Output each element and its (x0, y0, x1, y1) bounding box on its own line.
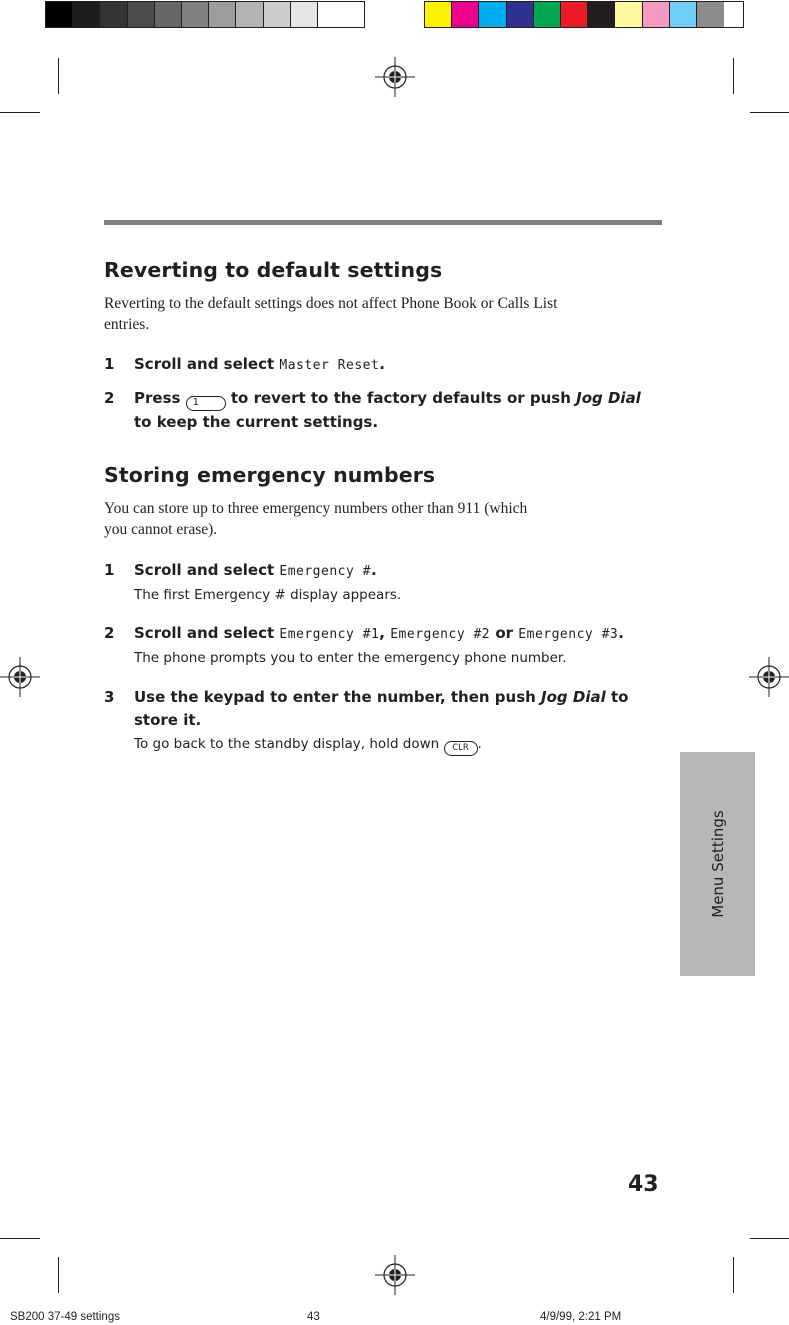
color-swatch (182, 2, 209, 27)
color-swatch (643, 2, 670, 27)
step-number: 1 (104, 355, 115, 373)
color-swatch (128, 2, 155, 27)
crop-mark (750, 112, 789, 113)
step-text: Scroll and select Emergency #1, Emergency #2 or Emergency #3. The phone prompts you to enter the emergency phone number. (134, 624, 624, 666)
crop-mark (0, 1238, 40, 1239)
lcd-text-master-reset: Master Reset (279, 358, 380, 373)
footer-date: 4/9/99, 2:21 PM (540, 1311, 622, 1323)
registration-mark-icon (749, 657, 789, 697)
step-note: The phone prompts you to enter the emergency phone number. (134, 650, 567, 666)
color-swatch (697, 2, 724, 27)
color-swatch (209, 2, 236, 27)
color-swatch (479, 2, 506, 27)
step-3-keypad (104, 686, 664, 756)
jog-dial-label: Jog Dial (541, 688, 606, 706)
crop-mark (0, 112, 40, 113)
registration-mark-icon (375, 1255, 415, 1295)
intro-line: You can store up to three emergency numbers other than 911 (which (104, 500, 528, 517)
lcd-text-emergency-2: Emergency #2 (390, 627, 491, 642)
section-intro-emergency (104, 498, 664, 540)
section-title-reverting: Reverting to default settings (104, 258, 443, 282)
color-swatch (46, 2, 73, 27)
crop-mark (733, 1257, 734, 1293)
lcd-text-emergency-3: Emergency #3 (518, 627, 619, 642)
crop-mark (733, 58, 734, 94)
color-swatch (561, 2, 588, 27)
color-swatch (291, 2, 318, 27)
color-swatch (236, 2, 263, 27)
key-1-icon: 1 (186, 396, 226, 411)
step-2-emergency-select (104, 622, 664, 670)
color-swatch (534, 2, 561, 27)
footer-filename: SB200 37-49 settings (10, 1311, 120, 1323)
intro-line: Reverting to the default settings does not affect Phone Book or Calls List (104, 295, 558, 312)
step-2-revert (104, 387, 664, 435)
page-number: 43 (628, 1172, 659, 1197)
process-color-bar (424, 1, 744, 28)
intro-line: you cannot erase). (104, 521, 218, 538)
crop-mark (58, 1257, 59, 1293)
color-swatch (155, 2, 182, 27)
step-number: 2 (104, 389, 115, 407)
crop-mark (58, 58, 59, 94)
jog-dial-label: Jog Dial (576, 389, 641, 407)
color-swatch (507, 2, 534, 27)
step-number: 3 (104, 688, 115, 706)
clr-key-icon: CLR (444, 741, 478, 756)
side-tab (680, 752, 755, 976)
color-swatch (425, 2, 452, 27)
step-note: The first Emergency # display appears. (134, 587, 402, 603)
color-swatch (588, 2, 615, 27)
step-note: To go back to the standby display, hold down CLR . (134, 736, 482, 752)
color-swatch (73, 2, 100, 27)
registration-mark-icon (0, 657, 40, 697)
intro-line: entries. (104, 316, 150, 333)
section-title-emergency: Storing emergency numbers (104, 463, 436, 487)
grayscale-bar (45, 1, 365, 28)
color-swatch (264, 2, 291, 27)
color-swatch (670, 2, 697, 27)
step-1-master-reset (104, 353, 664, 379)
step-number: 2 (104, 624, 115, 642)
header-rule (104, 220, 662, 225)
step-number: 1 (104, 561, 115, 579)
color-swatch (452, 2, 479, 27)
step-text: Scroll and select Master Reset. (134, 355, 385, 373)
crop-mark (750, 1238, 789, 1239)
lcd-text-emergency-1: Emergency #1 (279, 627, 380, 642)
side-tab-label: Menu Settings (708, 810, 727, 918)
lcd-text-emergency: Emergency # (279, 564, 371, 579)
registration-mark-icon (375, 57, 415, 97)
step-text: Use the keypad to enter the number, then push Jog Dial to store it. To go back to the standby display, hold down CLR . (134, 686, 664, 756)
footer-page: 43 (307, 1311, 320, 1323)
color-swatch (318, 2, 345, 27)
step-text: Press 1 to revert to the factory defaults or push Jog Dial to keep the current settings. (134, 389, 641, 431)
section-intro-reverting (104, 293, 664, 335)
color-swatch (615, 2, 642, 27)
step-1-emergency (104, 559, 664, 607)
step-text: Scroll and select Emergency #. The first Emergency # display appears. (134, 561, 402, 603)
color-swatch (100, 2, 127, 27)
